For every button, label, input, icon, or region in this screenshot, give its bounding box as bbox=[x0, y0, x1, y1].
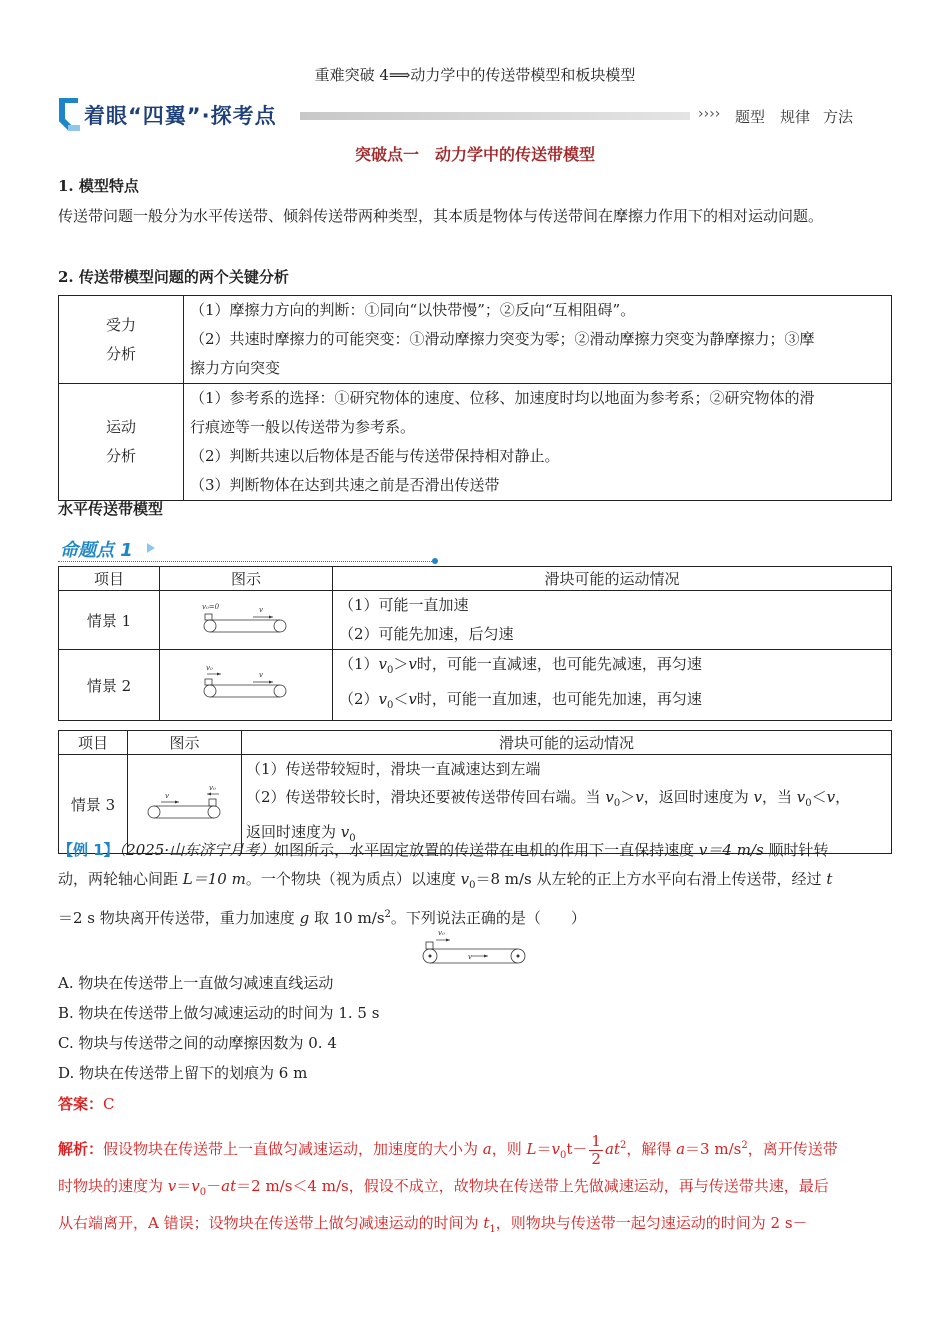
option-b: B. 物块在传送带上做匀减速运动的时间为 1. 5 s bbox=[58, 1004, 380, 1022]
header-cell: 项目 bbox=[59, 731, 128, 755]
header-cell: 滑块可能的运动情况 bbox=[242, 731, 892, 755]
table-row bbox=[59, 296, 892, 384]
option-a: A. 物块在传送带上一直做匀减速直线运动 bbox=[58, 974, 334, 992]
table-header-row bbox=[59, 731, 892, 755]
play-arrow-icon bbox=[146, 542, 156, 554]
scenario-figure bbox=[160, 650, 333, 721]
table-row bbox=[59, 384, 892, 501]
banner-tag-rule: 规律 bbox=[780, 108, 811, 126]
scenario-motion: $(1)v_0>v$时，可能一直减速，也可能先减速，再匀速 $(2)v_0<v$时，可能一直加速，也可能先加速，再匀速 bbox=[333, 650, 892, 721]
heading-horizontal-belt: 水平传送带模型 bbox=[58, 500, 164, 518]
header-cell: 滑块可能的运动情况 bbox=[333, 567, 892, 591]
fig-v0-label: v₀ bbox=[206, 665, 213, 672]
banner-tag-type: 题型 bbox=[735, 108, 766, 126]
fig-v-label: v bbox=[468, 953, 472, 961]
conveyor-belt-diagram bbox=[201, 665, 291, 701]
section-title: 突破点一 动力学中的传送带模型 bbox=[354, 145, 595, 164]
scenario-table-1 bbox=[58, 566, 892, 721]
heading-model-features: 1. 模型特点 bbox=[58, 177, 139, 195]
example-tag: 【例 1】 bbox=[58, 841, 119, 859]
banner-heading: 着眼“四翼”·探考点 bbox=[84, 104, 277, 128]
fig-v-label: v bbox=[164, 792, 169, 800]
analysis-label: 解析： bbox=[58, 1140, 104, 1158]
option-d: D. 物块在传送带上留下的划痕为 6 m bbox=[58, 1064, 308, 1082]
banner-bracket-icon bbox=[58, 98, 84, 132]
table-row bbox=[59, 650, 892, 721]
banner-stripe bbox=[300, 112, 690, 120]
scenario-figure bbox=[160, 591, 333, 650]
proposition-underline bbox=[58, 561, 436, 562]
fig-v0-label: v₀=0 bbox=[202, 603, 220, 611]
fig-v-label: v bbox=[259, 671, 263, 679]
scenario-motion: （1）传送带较短时，滑块一直减速达到左端 （2）传送带较长时，滑块还要被传送带传回右端。当 $v_0>v$，返回时速度为 v，当 $v_0<v$， 返回时速度为 $v_0$ bbox=[242, 755, 892, 854]
row-label: 受力 分析 bbox=[59, 296, 184, 384]
example-figure bbox=[420, 928, 528, 968]
analysis-table bbox=[58, 295, 892, 501]
paragraph-model-features: 传送带问题一般分为水平传送带、倾斜传送带两种类型，其本质是物体与传送带间在摩擦力作用下的相对运动问题。 bbox=[58, 207, 824, 225]
scenario-motion: （1）可能一直加速 （2）可能先加速，后匀速 bbox=[333, 591, 892, 650]
row-content: （1）参考系的选择：①研究物体的速度、位移、加速度时均以地面为参考系；②研究物体的滑 行痕迹等一般以传送带为参考系。 （2）判断共速以后物体是否能与传送带保持相对静止。 （3）判断物体在达到共速之前是否滑出传送带 bbox=[184, 384, 892, 501]
section-banner bbox=[58, 98, 858, 134]
banner-arrows: ›››› bbox=[698, 106, 721, 122]
fig-v0-label: v₀ bbox=[438, 929, 445, 937]
header-cell: 图示 bbox=[128, 731, 242, 755]
example-source: （2025·山东济宁月考） bbox=[118, 841, 275, 859]
proposition-label: 命题点 1 bbox=[60, 540, 133, 561]
answer-value: C bbox=[103, 1095, 115, 1113]
fig-v0-label: v₀ bbox=[208, 784, 216, 792]
header-cell: 项目 bbox=[59, 567, 160, 591]
document-title: 重难突破 4⟹动力学中的传送带模型和板块模型 bbox=[314, 66, 636, 84]
options-list bbox=[58, 968, 379, 1088]
fraction-half: $\frac{1}{2}$ bbox=[591, 1131, 601, 1168]
conveyor-belt-diagram bbox=[145, 782, 225, 822]
proposition-header bbox=[58, 534, 442, 564]
table-header-row bbox=[59, 567, 892, 591]
header-cell: 图示 bbox=[160, 567, 333, 591]
proposition-dot bbox=[432, 558, 438, 564]
row-content: （1）摩擦力方向的判断：①同向“以快带慢”；②反向“互相阻碍”。 （2）共速时摩擦力的可能突变：①滑动摩擦力突变为零；②滑动摩擦力突变为静摩擦力；③摩 擦力方向突变 bbox=[184, 296, 892, 384]
scenario-name: 情景 3 bbox=[59, 755, 128, 854]
fig-v-label: v bbox=[259, 606, 263, 614]
scenario-name: 情景 1 bbox=[59, 591, 160, 650]
example-1: 【例 1】（2025·山东济宁月考）如图所示，水平固定放置的传送带在电机的作用下一直保持速度 v＝4 m/s 顺时针转 动，两轮轴心间距 L＝10 m。一个物块（视为质点）以速度 $v_0=8$ m/s 从左轮的正上方水平向右滑上传送带，经过 t ＝2 s 物块离开传送带，重力加速度 g 取 10 $m/s^2$。下列说法正确的是（ ） bbox=[58, 841, 833, 927]
row-label: 运动 分析 bbox=[59, 384, 184, 501]
option-c: C. 物块与传送带之间的动摩擦因数为 0. 4 bbox=[58, 1034, 337, 1052]
table-row bbox=[59, 591, 892, 650]
scenario-name: 情景 2 bbox=[59, 650, 160, 721]
heading-key-analysis: 2. 传送带模型问题的两个关键分析 bbox=[58, 268, 289, 286]
conveyor-belt-diagram bbox=[201, 600, 291, 636]
answer bbox=[58, 1093, 115, 1114]
answer-label: 答案： bbox=[58, 1095, 104, 1113]
analysis: 解析：假设物块在传送带上一直做匀减速运动，加速度的大小为 a，则 $L=v_0t-$ $\frac{1}{2}$ $at^2$，解得 a＝3 $m/s^2$，离开传送带 时物块的速度为 $v=v_0-at=2$ m/s＜4 m/s，假设不成立，故物块在传送带上先做减速运动，再与传送带共速，最后 从右端离开，A 错误；设物块在传送带上做匀减速运动的时间为 $t_1$，则物块与传送带一起匀速运动的时间为 2 s－ bbox=[58, 1131, 838, 1235]
banner-tag-method: 方法 bbox=[823, 108, 854, 126]
